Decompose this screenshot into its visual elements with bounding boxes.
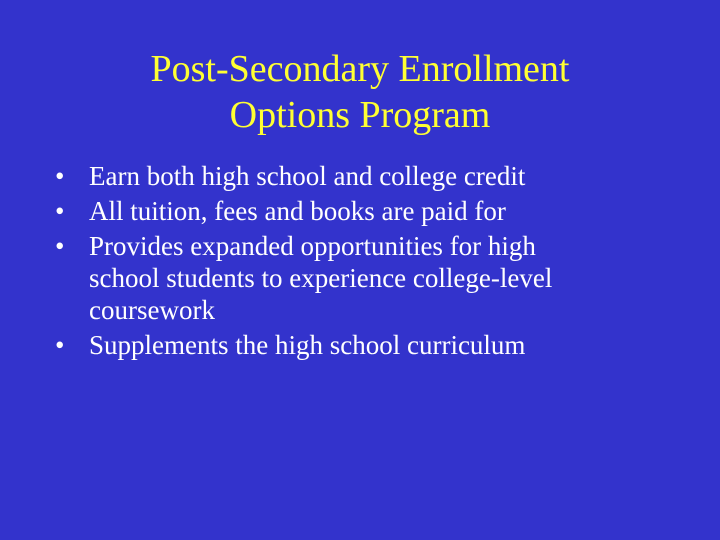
bullet-item bbox=[55, 195, 695, 227]
bullet-item bbox=[55, 160, 695, 192]
bullet-text: school students to experience college-level bbox=[89, 263, 553, 293]
bullet-text: Supplements the high school curriculum bbox=[89, 330, 526, 360]
bullet-text: coursework bbox=[89, 295, 215, 325]
bullet-text: Provides expanded opportunities for high bbox=[89, 231, 536, 261]
bullet-icon: • bbox=[55, 330, 65, 360]
bullet-icon: • bbox=[55, 196, 65, 226]
title-line: Options Program bbox=[229, 94, 491, 136]
bullet-icon: • bbox=[55, 161, 65, 191]
bullet-item bbox=[55, 329, 695, 361]
bullet-text: All tuition, fees and books are paid for bbox=[89, 196, 506, 226]
bullet-text: Earn both high school and college credit bbox=[89, 161, 526, 191]
title-line: Post-Secondary Enrollment bbox=[150, 48, 570, 90]
slide-title bbox=[0, 46, 720, 138]
bullet-icon: • bbox=[55, 231, 65, 261]
bullet-list bbox=[55, 160, 695, 364]
bullet-item bbox=[55, 230, 695, 326]
